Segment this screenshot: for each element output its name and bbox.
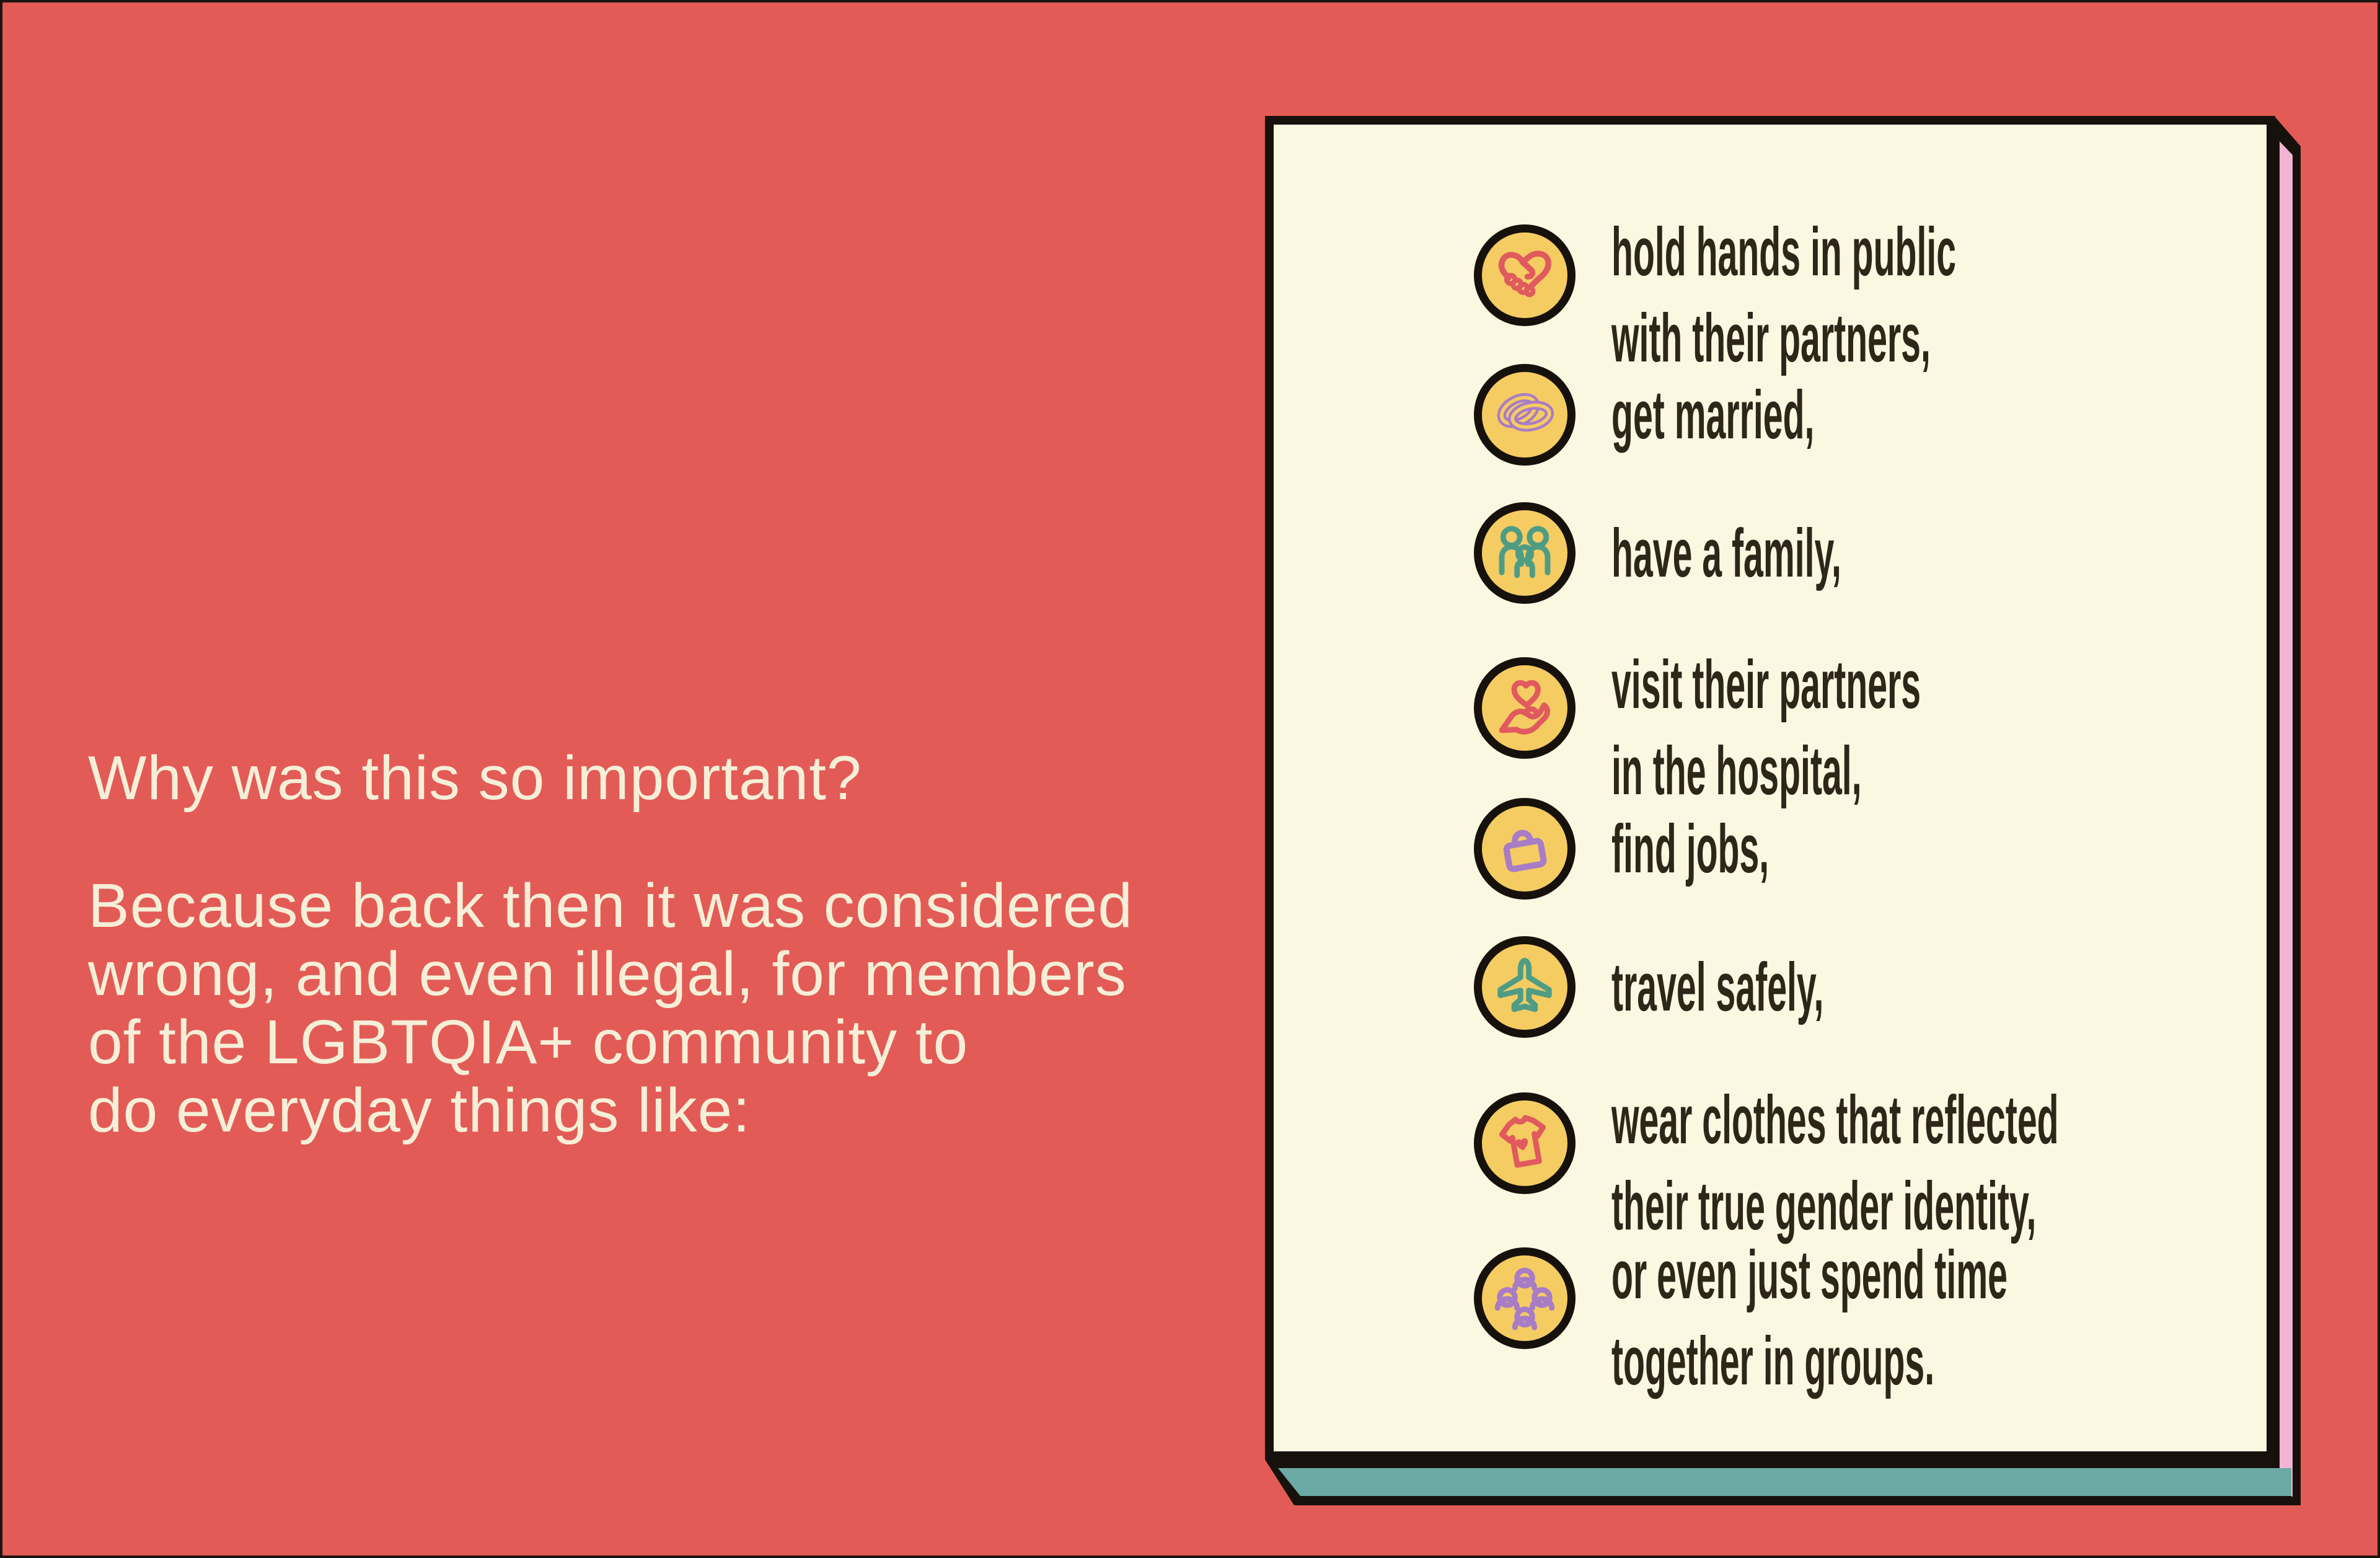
briefcase-icon xyxy=(1490,814,1559,883)
page-title: Why was this so important? xyxy=(88,743,862,813)
list-item xyxy=(1474,936,2019,1038)
list-item-line: together in groups. xyxy=(1611,1323,1935,1399)
family-icon-badge xyxy=(1474,502,1576,604)
list-item-line: in the hospital, xyxy=(1611,733,1862,809)
list-item-line: get married, xyxy=(1611,376,1815,453)
group-icon-badge xyxy=(1474,1247,1576,1349)
list-item-line: with their partners, xyxy=(1611,300,1931,376)
list-item-text xyxy=(1611,1077,2059,1249)
left-text-panel xyxy=(88,741,1179,1144)
list-item xyxy=(1474,502,2053,604)
airplane-icon xyxy=(1490,952,1559,1022)
handshake-icon-badge xyxy=(1474,224,1576,326)
list-item xyxy=(1474,1082,2380,1244)
list-item-text xyxy=(1611,806,1769,892)
list-item-line: wear clothes that reflected xyxy=(1611,1082,2059,1158)
list-item xyxy=(1474,647,2206,809)
list-item-text xyxy=(1611,944,1823,1030)
rings-icon-badge xyxy=(1474,364,1576,466)
tshirt-icon-badge xyxy=(1474,1092,1576,1194)
tshirt-icon xyxy=(1490,1109,1559,1178)
list-item xyxy=(1474,364,2002,466)
list-item-text xyxy=(1611,209,1956,381)
paragraph-line: Because back then it was considered xyxy=(88,871,1133,941)
list-item-line: or even just spend time xyxy=(1611,1237,2008,1313)
list-item-line: travel safely, xyxy=(1611,949,1824,1025)
airplane-icon-badge xyxy=(1474,936,1576,1038)
list-item-text xyxy=(1611,372,1814,458)
family-icon xyxy=(1490,518,1559,588)
list-item-text xyxy=(1611,642,1921,814)
list-item-line: visit their partners xyxy=(1611,647,1921,723)
heart-hand-icon xyxy=(1490,673,1559,743)
list-item xyxy=(1474,214,2274,376)
list-item-line: their true gender identity, xyxy=(1611,1168,2037,1244)
list-item-line: find jobs, xyxy=(1611,810,1770,887)
list-item xyxy=(1474,1237,2373,1399)
list-item-text xyxy=(1611,1232,2008,1404)
rings-icon xyxy=(1490,380,1559,449)
card-edge-bottom xyxy=(1278,1468,2291,1496)
intro-paragraph xyxy=(88,872,1179,1144)
list-item-line: hold hands in public xyxy=(1611,214,1957,290)
list-item xyxy=(1474,798,1915,900)
paragraph-line: wrong, and even illegal, for members xyxy=(88,939,1127,1009)
briefcase-icon-badge xyxy=(1474,798,1576,900)
handshake-icon xyxy=(1490,241,1559,310)
group-icon xyxy=(1490,1264,1559,1333)
paragraph-line: do everyday things like: xyxy=(88,1076,751,1145)
heart-hand-icon-badge xyxy=(1474,657,1576,759)
list-item-line: have a family, xyxy=(1611,515,1841,591)
list-item-text xyxy=(1611,510,1841,596)
paragraph-line: of the LGBTQIA+ community to xyxy=(88,1007,969,1077)
